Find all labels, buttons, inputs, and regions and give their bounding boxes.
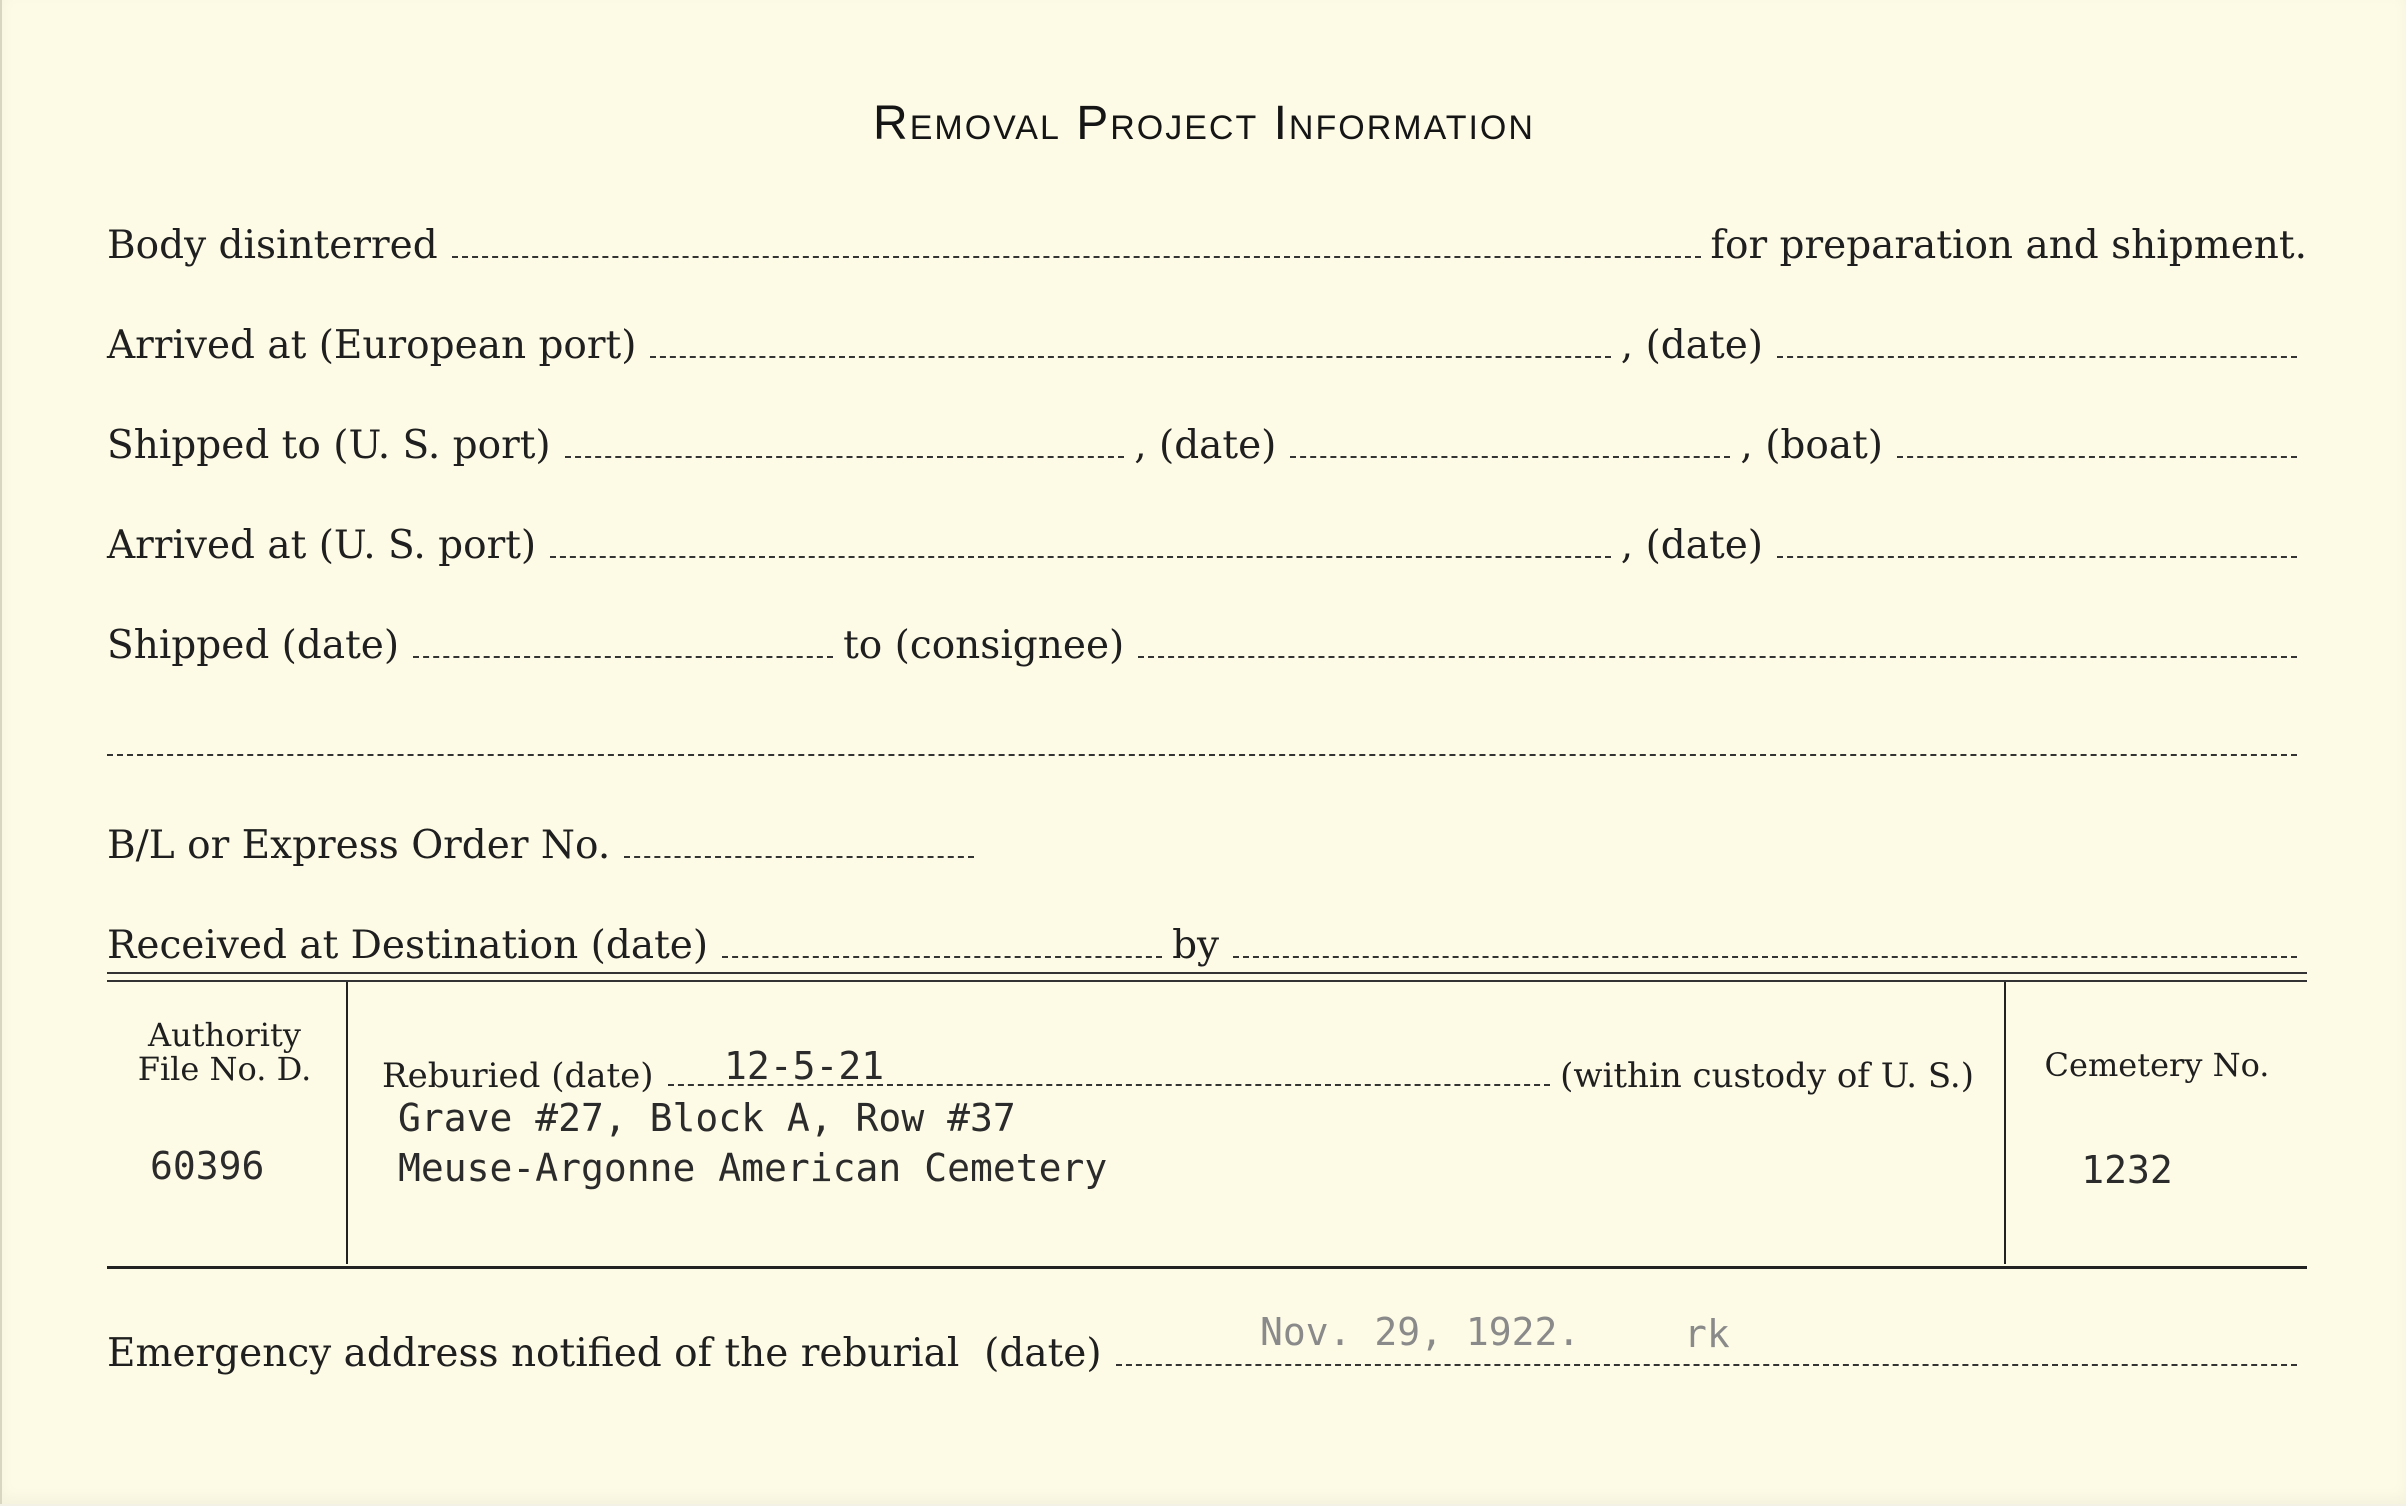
label-arrived-us: Arrived at (U. S. port) — [107, 523, 537, 568]
label-bl-order: B/L or Express Order No. — [107, 823, 611, 868]
row-shipped-consignee — [107, 608, 2307, 668]
label-boat: , (boat) — [1740, 423, 1883, 468]
field-consignee — [1138, 656, 2297, 658]
reburied-date-value: 12-5-21 — [724, 1044, 885, 1088]
table-divider-left — [346, 982, 348, 1264]
label-arrived-european: Arrived at (European port) — [107, 323, 637, 368]
label-shipped-date-2: Shipped (date) — [107, 623, 400, 668]
label-arrived-us-date: , (date) — [1620, 523, 1763, 568]
label-preparation-shipment: for preparation and shipment. — [1710, 223, 2307, 268]
form-title: Removal Project Information — [873, 97, 1535, 150]
label-received-by: by — [1172, 923, 1220, 968]
field-emergency-date — [1116, 1364, 2297, 1366]
cemetery-name: Meuse-Argonne American Cemetery — [398, 1146, 1108, 1190]
table-bottom-rule — [107, 1266, 2307, 1269]
label-custody: (within custody of U. S.) — [1560, 1056, 1974, 1096]
field-bl-order — [624, 856, 974, 858]
row-arrived-us — [107, 508, 2307, 568]
field-body-disinterred — [452, 256, 1701, 258]
field-shipped-date-2 — [413, 656, 833, 658]
label-consignee: to (consignee) — [843, 623, 1125, 668]
row-body-disinterred — [107, 208, 2307, 268]
field-boat — [1897, 456, 2297, 458]
field-shipped-date — [1290, 456, 1730, 458]
row-arrived-european — [107, 308, 2307, 368]
emergency-initials: rk — [1684, 1312, 1730, 1356]
row-received — [107, 908, 2307, 968]
field-received-by — [1233, 956, 2297, 958]
authority-file-number: 60396 — [150, 1144, 265, 1188]
cemetery-no-value: 1232 — [2081, 1148, 2173, 1192]
table-top-rule-2 — [107, 980, 2307, 982]
row-bl-order — [107, 808, 2307, 868]
field-arrived-us-port — [550, 556, 1611, 558]
label-received-destination: Received at Destination (date) — [107, 923, 709, 968]
emergency-date-value: Nov. 29, 1922. — [1260, 1310, 1581, 1354]
label-shipped-date: , (date) — [1134, 423, 1277, 468]
grave-location: Grave #27, Block A, Row #37 — [398, 1096, 1016, 1140]
field-european-date — [1777, 356, 2297, 358]
label-reburied: Reburied (date) — [382, 1056, 654, 1096]
row-emergency — [107, 1316, 2307, 1376]
table-top-rule — [107, 972, 2307, 974]
row-shipped-us — [107, 408, 2307, 468]
row-blank — [107, 706, 2307, 766]
authority-label: Authority File No. D. — [137, 1016, 312, 1088]
field-us-port — [565, 456, 1125, 458]
field-received-date — [722, 956, 1162, 958]
label-body-disinterred: Body disinterred — [107, 223, 438, 268]
field-blank-line — [107, 754, 2297, 756]
field-arrived-us-date — [1777, 556, 2297, 558]
row-reburied — [382, 1036, 1974, 1096]
label-shipped-us: Shipped to (U. S. port) — [107, 423, 551, 468]
cemetery-no-label: Cemetery No. — [2044, 1046, 2270, 1084]
label-emergency: Emergency address notified of the reburial (date) — [107, 1331, 1102, 1376]
table-divider-right — [2004, 982, 2006, 1264]
field-european-port — [650, 356, 1610, 358]
label-european-date: , (date) — [1620, 323, 1763, 368]
